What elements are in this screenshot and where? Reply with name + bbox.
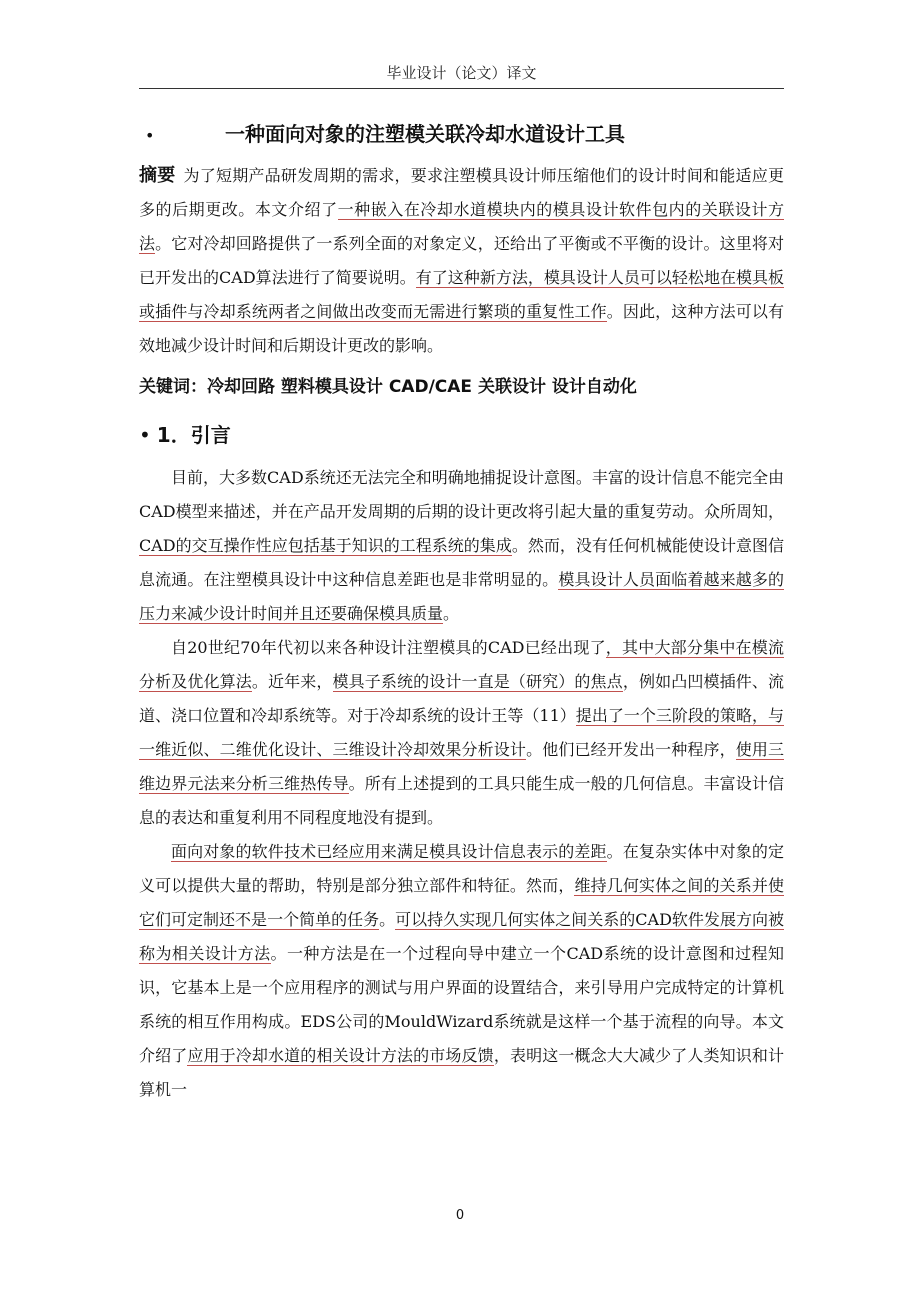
p3-underlined-3: 可以持久实现几何实体之间关系的CAD软件发展方向被称为相关设计方法: [139, 910, 784, 963]
p2-underlined-2: 模具子系统的设计一直是（研究）的焦点: [332, 672, 623, 691]
p2-underlined-3: 提出了一个三阶段的策略，与一维近似、二维优化设计、三维设计冷却效果分析设计: [139, 706, 784, 759]
p2-text-4: 。他们已经开发出一种程序，: [526, 740, 736, 759]
abstract-text-2: 。它对冷却回路提供了一系列全面的对象定义，还给出了平衡或不平衡的设计。这里将对已开发出的CAD算法进行了简要说明。: [139, 234, 784, 287]
p3-text-3: 。一种方法是在一个过程向导中建立一个CAD系统的设计意图和过程知识，它基本上是一个应用程序的测试与用户界面的设置结合，来引导用户完成特定的计算机系统的相互作用构成。EDS公司的MouldWizard系统就是这样一个基于流程的向导。本文介绍了: [139, 944, 784, 1065]
p2-text-2: 。近年来，: [251, 672, 333, 691]
p3-underlined-2: 维持几何实体之间的关系并使它们可定制还不是一个简单的任务: [139, 876, 784, 929]
intro-paragraph-3: [139, 835, 784, 1107]
intro-paragraph-1: [139, 461, 784, 631]
p2-underlined-1: ，其中大部分集中在模流分析及优化算法: [139, 638, 784, 691]
abstract-paragraph: [139, 159, 784, 363]
abstract-text-3: 。因此，这种方法可以有效地减少设计时间和后期设计更改的影响。: [139, 302, 784, 355]
abstract-underlined-1: 一种嵌入在冷却水道模块内的模具设计软件包内的关联设计方法: [139, 200, 784, 253]
abstract-underlined-2: 有了这种新方法，模具设计人员可以轻松地在模具板或插件与冷却系统两者之间做出改变而无需进行繁琐的重复性工作: [139, 268, 784, 321]
paper-title: 一种面向对象的注塑模关联冷却水道设计工具: [225, 122, 625, 146]
paper-title-row: [139, 118, 784, 147]
p2-text-1: 自20世纪70年代初以来各种设计注塑模具的CAD已经出现了: [171, 638, 606, 657]
header-rule: [139, 88, 784, 89]
p3-text-2: 。: [379, 910, 396, 929]
p1-text-2: 。然而，没有任何机械能使设计意图信息流通。在注塑模具设计中这种信息差距也是非常明显的。: [139, 536, 784, 589]
p2-underlined-4: 使用三维边界元法来分析三维热传导: [139, 740, 784, 793]
document-body: [139, 118, 784, 1107]
p2-text-5: 。所有上述提到的工具只能生成一般的几何信息。丰富设计信息的表达和重复利用不同程度地没有提到。: [139, 774, 784, 827]
page-number: 0: [455, 1208, 465, 1223]
p1-underlined-2: 模具设计人员面临着越来越多的压力来减少设计时间并且还要确保模具质量: [139, 570, 784, 623]
intro-paragraph-2: [139, 631, 784, 835]
p1-text-1: 目前，大多数CAD系统还无法完全和明确地捕捉设计意图。丰富的设计信息不能完全由CAD模型来描述，并在产品开发周期的后期的设计更改将引起大量的重复劳动。众所周知，: [139, 468, 784, 521]
section-bullet: •: [139, 423, 151, 447]
section-1-title: 1．引言: [156, 423, 231, 447]
abstract-label: 摘要: [139, 165, 176, 186]
section-1-heading: [139, 415, 784, 455]
abstract-text-1: 为了短期产品研发周期的需求，要求注塑模具设计师压缩他们的设计时间和能适应更多的后期更改。本文介绍了: [139, 166, 784, 219]
page-header: 毕业设计（论文）译文: [386, 64, 537, 82]
p3-text-1: 。在复杂实体中对象的定义可以提供大量的帮助，特别是部分独立部件和特征。然而，: [139, 842, 784, 895]
p1-underlined-1: CAD的交互操作性应包括基于知识的工程系统的集成: [139, 536, 512, 555]
p3-text-4: ，表明这一概念大大减少了人类知识和计算机一: [139, 1046, 784, 1099]
p3-underlined-4: 应用于冷却水道的相关设计方法的市场反馈: [187, 1046, 494, 1065]
p2-text-3: ，例如凸凹模插件、流道、浇口位置和冷却系统等。对于冷却系统的设计王等（11）: [139, 672, 784, 725]
p1-text-3: 。: [443, 604, 460, 623]
p3-underlined-1: 面向对象的软件技术已经应用来满足模具设计信息表示的差距: [171, 842, 607, 861]
title-bullet: •: [145, 126, 155, 145]
keywords-line: 关键词：冷却回路 塑料模具设计 CAD/CAE 关联设计 设计自动化: [139, 377, 637, 397]
